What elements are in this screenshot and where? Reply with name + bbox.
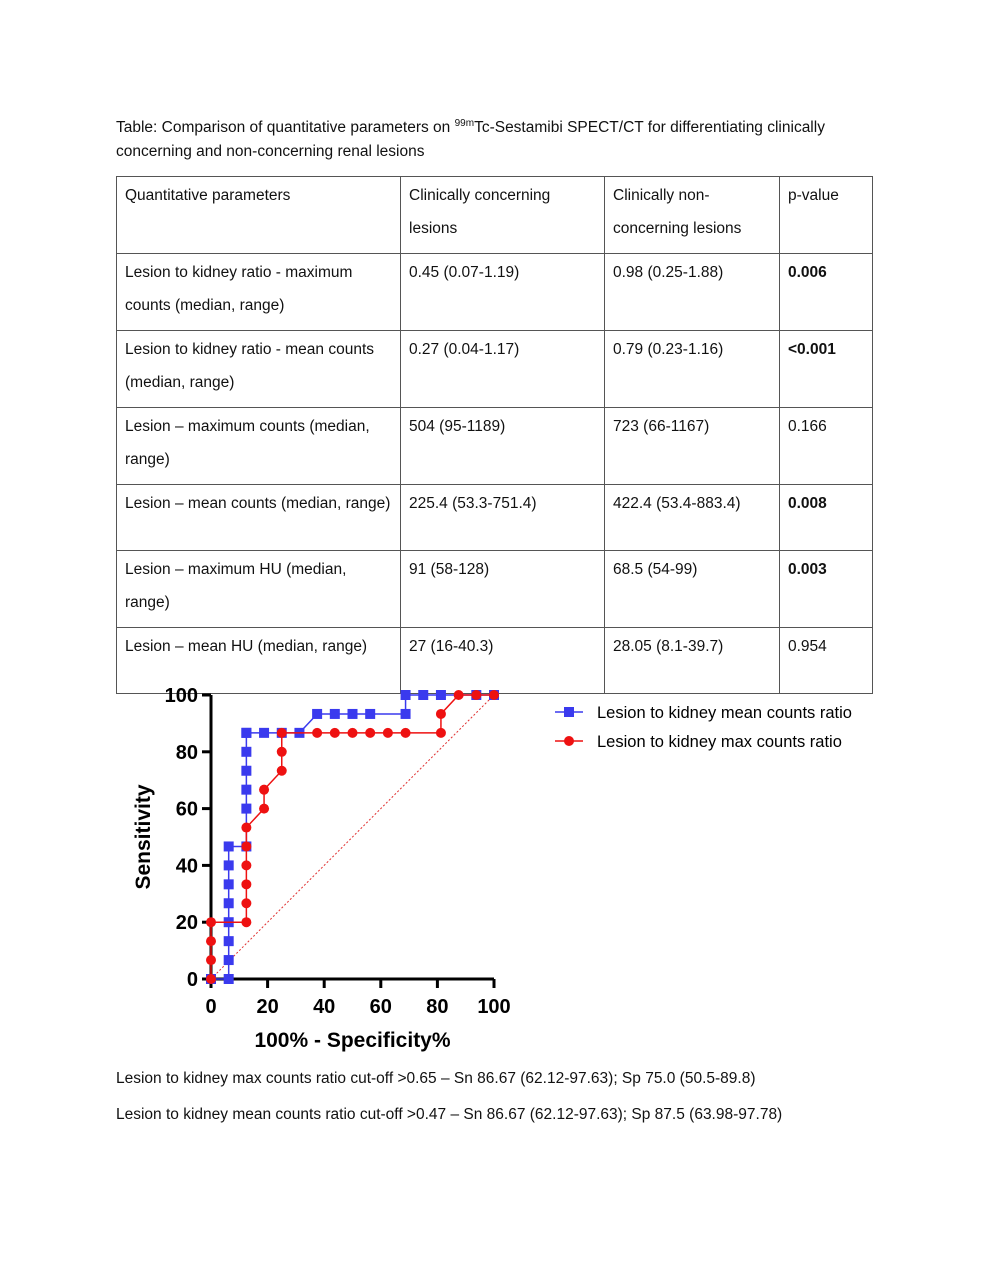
legend-label: Lesion to kidney mean counts ratio xyxy=(597,704,852,722)
data-point-circle xyxy=(241,823,251,833)
non-concerning-cell: 723 (66-1167) xyxy=(605,408,780,485)
data-point-circle xyxy=(436,709,446,719)
data-point-circle xyxy=(471,690,481,700)
data-point-square xyxy=(224,860,234,870)
roc-chart xyxy=(120,670,880,1060)
data-point-circle xyxy=(241,860,251,870)
p-value-cell: 0.006 xyxy=(780,254,873,331)
table-row xyxy=(117,331,873,408)
non-concerning-cell: 68.5 (54-99) xyxy=(605,551,780,628)
x-tick-label: 100 xyxy=(477,996,511,1018)
legend-marker-square xyxy=(564,707,574,717)
table-header-row xyxy=(117,177,873,254)
concerning-cell: 0.27 (0.04-1.17) xyxy=(401,331,605,408)
data-point-circle xyxy=(277,728,287,738)
data-point-circle xyxy=(348,728,358,738)
concerning-cell: 0.45 (0.07-1.19) xyxy=(401,254,605,331)
data-point-square xyxy=(401,709,411,719)
data-point-square xyxy=(401,690,411,700)
data-point-square xyxy=(436,690,446,700)
data-point-square xyxy=(241,804,251,814)
data-point-square xyxy=(241,785,251,795)
x-tick-label: 40 xyxy=(313,996,336,1018)
p-value-cell: 0.954 xyxy=(780,628,873,694)
data-point-circle xyxy=(277,766,287,776)
concerning-cell: 27 (16-40.3) xyxy=(401,628,605,694)
data-point-square xyxy=(224,955,234,965)
footnote-max-ratio: Lesion to kidney max counts ratio cut-off >0.65 – Sn 86.67 (62.12-97.63); Sp 75.0 (50.5-89.8) xyxy=(116,1070,756,1087)
data-point-square xyxy=(224,898,234,908)
concerning-cell: 91 (58-128) xyxy=(401,551,605,628)
y-tick-label: 0 xyxy=(186,969,198,991)
data-point-square xyxy=(224,879,234,889)
p-value-cell: 0.008 xyxy=(780,485,873,551)
x-tick-label: 60 xyxy=(369,996,392,1018)
param-cell: Lesion – maximum counts (median, range) xyxy=(117,408,401,485)
data-point-square xyxy=(259,728,269,738)
param-cell: Lesion – mean HU (median, range) xyxy=(117,628,401,694)
x-tick-label: 80 xyxy=(426,996,449,1018)
table-caption xyxy=(116,116,876,164)
non-concerning-cell: 422.4 (53.4-883.4) xyxy=(605,485,780,551)
p-value-cell: 0.166 xyxy=(780,408,873,485)
data-point-circle xyxy=(206,917,216,927)
data-point-circle xyxy=(241,917,251,927)
table-row xyxy=(117,551,873,628)
concerning-cell: 225.4 (53.3-751.4) xyxy=(401,485,605,551)
header-cell: Quantitative parameters xyxy=(117,177,401,254)
header-cell: Clinically concerning lesions xyxy=(401,177,605,254)
y-tick-label: 100 xyxy=(164,685,198,707)
non-concerning-cell: 0.98 (0.25-1.88) xyxy=(605,254,780,331)
p-value-cell: <0.001 xyxy=(780,331,873,408)
data-point-square xyxy=(241,747,251,757)
y-tick-label: 60 xyxy=(175,798,198,821)
data-point-circle xyxy=(277,747,287,757)
data-point-square xyxy=(224,974,234,984)
data-point-circle xyxy=(206,936,216,946)
table-row xyxy=(117,485,873,551)
header-cell: Clinically non-concerning lesions xyxy=(605,177,780,254)
table-row xyxy=(117,408,873,485)
data-point-circle xyxy=(489,690,499,700)
param-cell: Lesion – mean counts (median, range) xyxy=(117,485,401,551)
data-point-square xyxy=(330,709,340,719)
p-value-cell: 0.003 xyxy=(780,551,873,628)
data-point-square xyxy=(241,766,251,776)
legend-label: Lesion to kidney max counts ratio xyxy=(597,733,842,751)
data-point-square xyxy=(348,709,358,719)
data-point-circle xyxy=(383,728,393,738)
data-point-circle xyxy=(259,804,269,814)
data-point-circle xyxy=(259,785,269,795)
y-tick-label: 20 xyxy=(175,912,198,935)
y-tick-label: 40 xyxy=(175,855,198,878)
caption-prefix: Table: Comparison of quantitative parameters on xyxy=(116,119,455,136)
data-point-circle xyxy=(241,879,251,889)
param-cell: Lesion to kidney ratio - mean counts (median, range) xyxy=(117,331,401,408)
param-cell: Lesion – maximum HU (median, range) xyxy=(117,551,401,628)
data-point-circle xyxy=(436,728,446,738)
data-point-circle xyxy=(401,728,411,738)
param-cell: Lesion to kidney ratio - maximum counts (median, range) xyxy=(117,254,401,331)
data-point-square xyxy=(312,709,322,719)
data-point-square xyxy=(418,690,428,700)
header-cell: p-value xyxy=(780,177,873,254)
caption-superscript: 99m xyxy=(454,118,475,129)
data-point-square xyxy=(365,709,375,719)
data-point-circle xyxy=(365,728,375,738)
x-tick-label: 0 xyxy=(205,996,217,1018)
x-axis-title: 100% - Specificity% xyxy=(254,1029,451,1052)
data-point-circle xyxy=(454,690,464,700)
data-point-square xyxy=(241,728,251,738)
data-point-circle xyxy=(330,728,340,738)
non-concerning-cell: 28.05 (8.1-39.7) xyxy=(605,628,780,694)
parameters-table xyxy=(116,176,873,694)
data-point-square xyxy=(224,841,234,851)
x-tick-label: 20 xyxy=(256,996,279,1018)
data-point-circle xyxy=(241,841,251,851)
legend-marker-circle xyxy=(564,736,574,746)
data-point-square xyxy=(224,936,234,946)
concerning-cell: 504 (95-1189) xyxy=(401,408,605,485)
table-row xyxy=(117,254,873,331)
footnote-mean-ratio: Lesion to kidney mean counts ratio cut-off >0.47 – Sn 86.67 (62.12-97.63); Sp 87.5 (63.98-97.78) xyxy=(116,1106,783,1123)
data-point-circle xyxy=(206,955,216,965)
caption-suffix: Tc-Sestamibi SPECT/CT for differentiating clinically concerning and non-concerning renal lesions xyxy=(116,119,825,160)
data-point-circle xyxy=(206,974,216,984)
data-point-circle xyxy=(312,728,322,738)
y-axis-title: Sensitivity xyxy=(132,784,155,890)
non-concerning-cell: 0.79 (0.23-1.16) xyxy=(605,331,780,408)
data-point-circle xyxy=(241,898,251,908)
y-tick-label: 80 xyxy=(175,741,198,764)
